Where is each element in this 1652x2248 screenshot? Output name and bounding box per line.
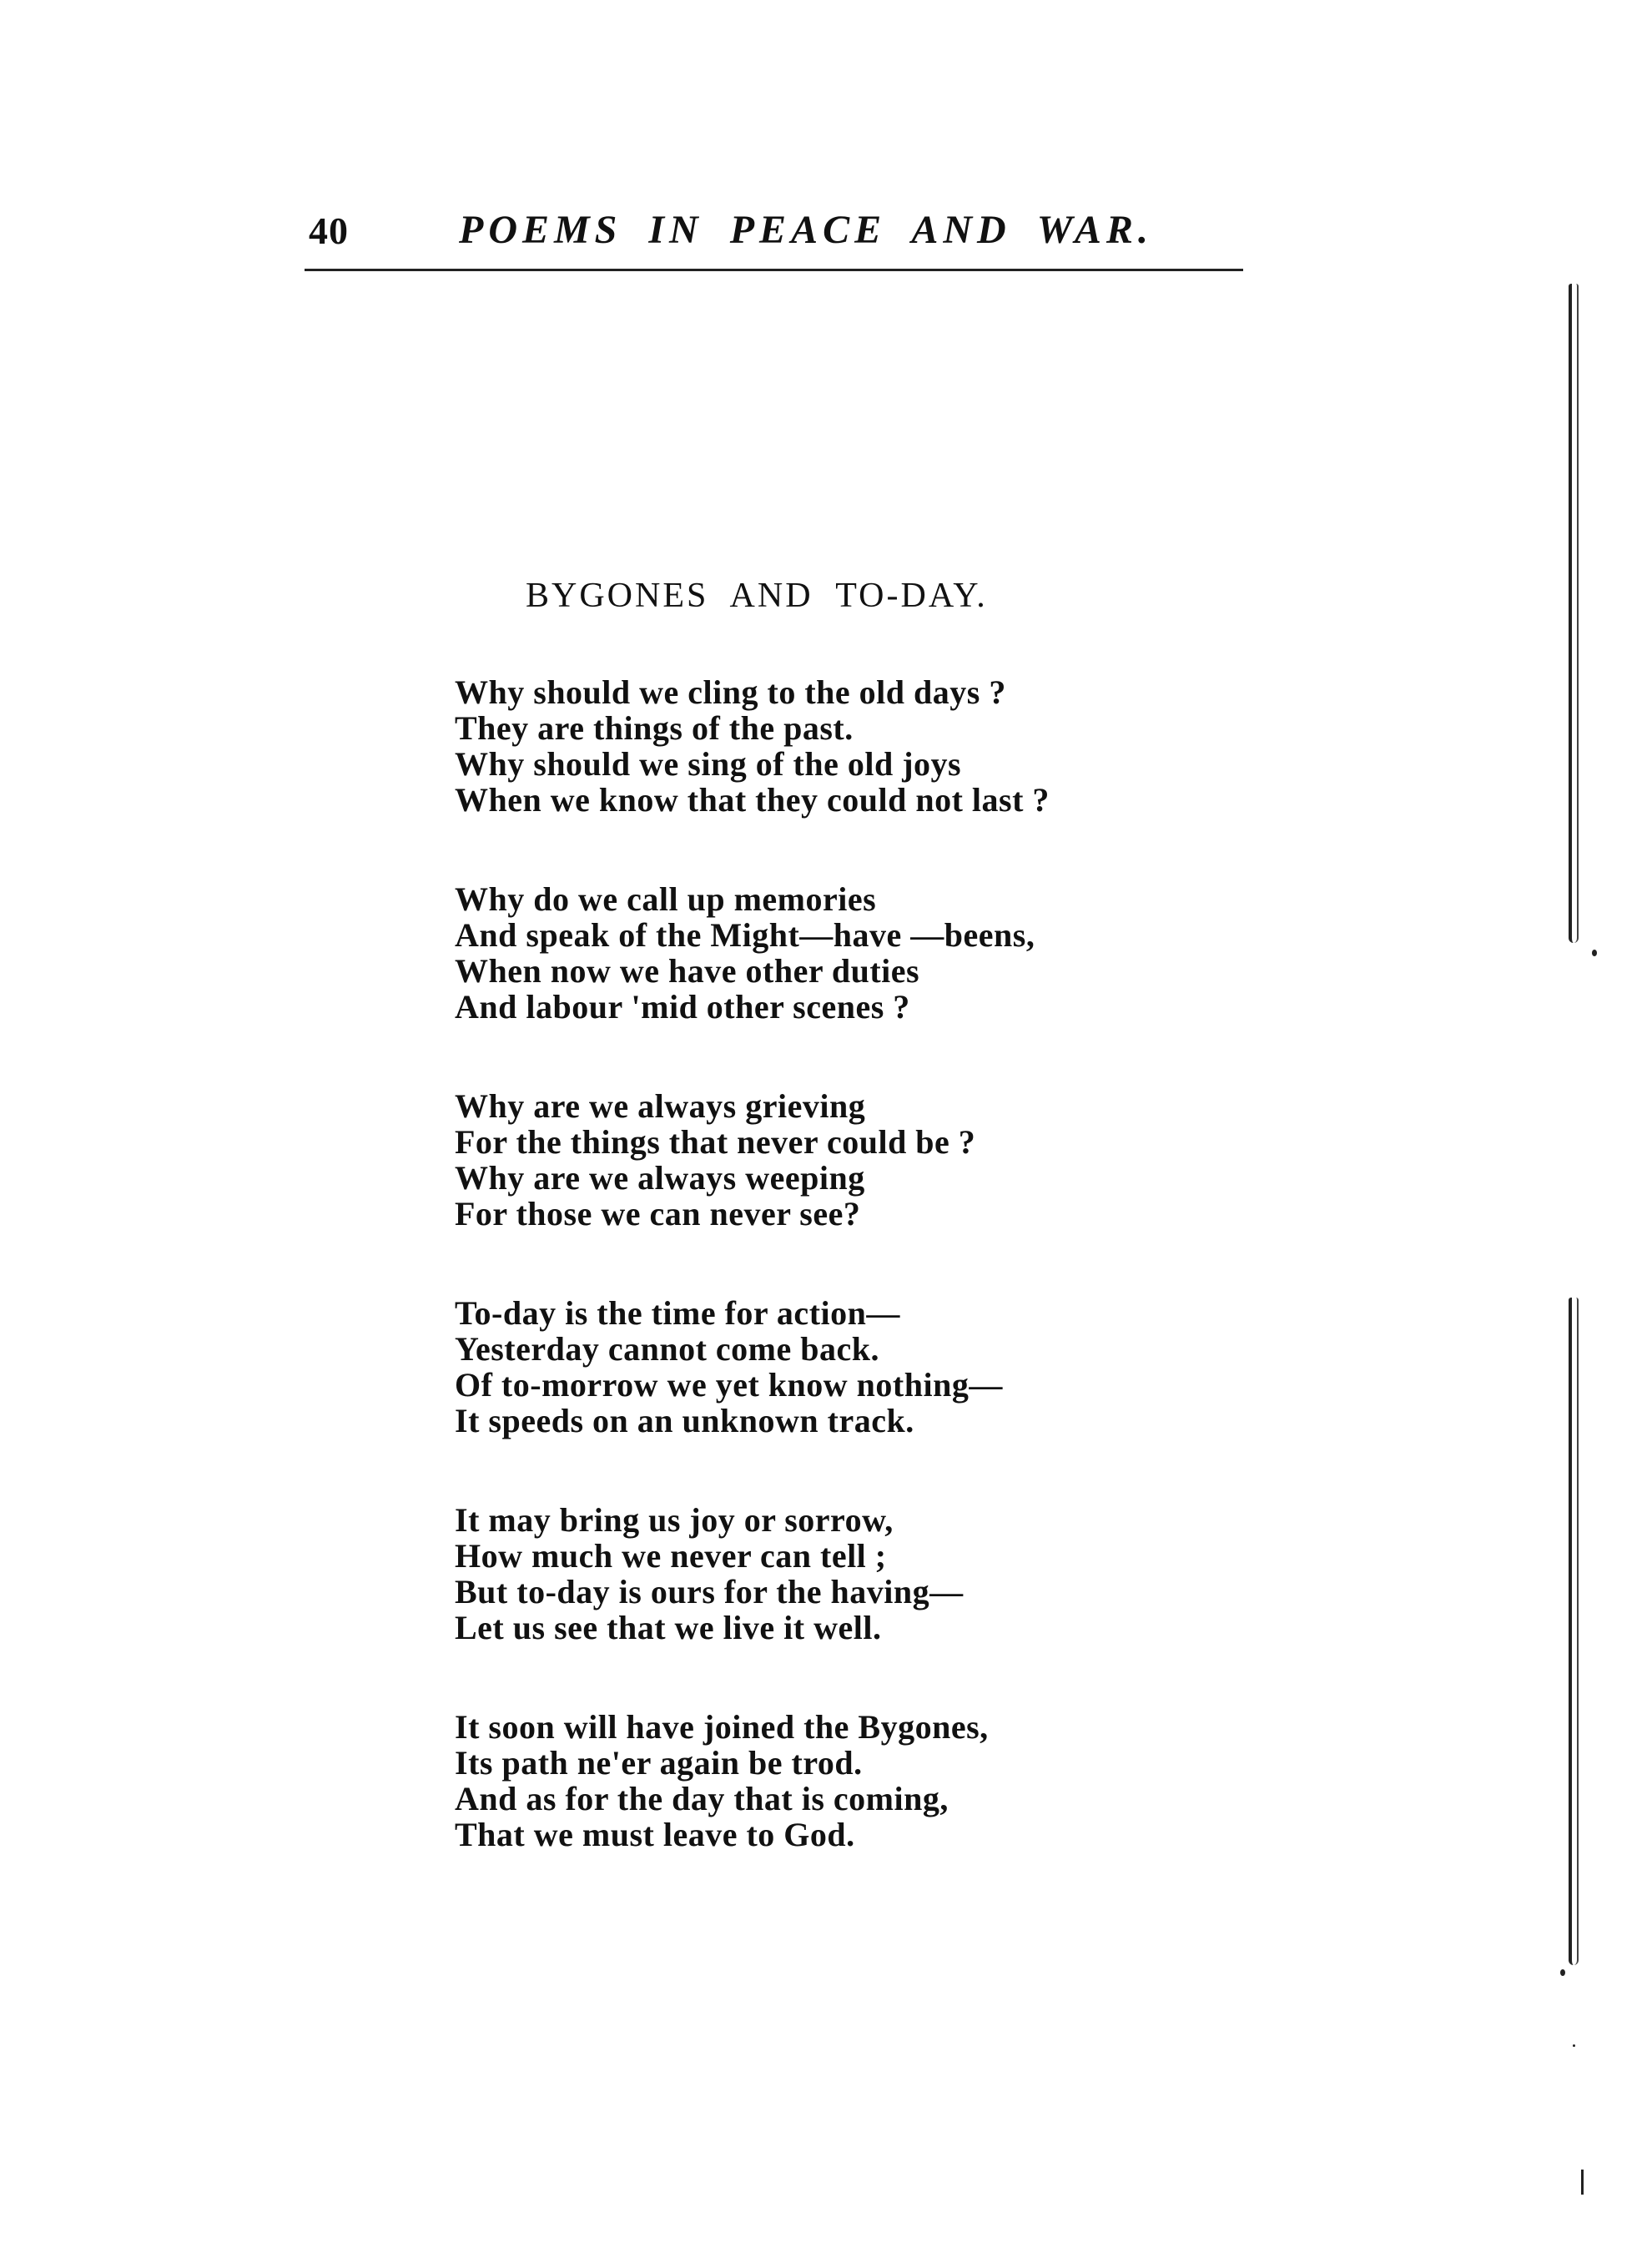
stanza <box>455 1709 1206 1852</box>
poem-line: Let us see that we live it well. <box>455 1609 882 1646</box>
poem-line: It may bring us joy or sorrow, <box>455 1501 894 1539</box>
poem-line: For the things that never could be ? <box>455 1123 976 1161</box>
poem-body <box>455 674 1206 1916</box>
stanza <box>455 1088 1206 1232</box>
poem-line: How much we never can tell ; <box>455 1537 887 1575</box>
poem-line: Why are we always weeping <box>455 1159 865 1197</box>
ink-speck <box>1573 2044 1575 2047</box>
poem-line: Why should we cling to the old days ? <box>455 673 1006 711</box>
poem-line: And speak of the Might—have —beens, <box>455 916 1035 954</box>
ink-tick <box>1581 2170 1584 2195</box>
stanza <box>455 881 1206 1025</box>
running-head <box>309 200 1243 267</box>
poem-line: To-day is the time for action— <box>455 1294 900 1332</box>
poem-line: For those we can never see? <box>455 1195 861 1232</box>
poem-line: Of to-morrow we yet know nothing— <box>455 1366 1003 1404</box>
poem-line: But to-day is ours for the having— <box>455 1573 964 1610</box>
poem-line: It speeds on an unknown track. <box>455 1402 914 1439</box>
poem-line: Why do we call up memories <box>455 880 877 918</box>
poem-line: When we know that they could not last ? <box>455 781 1050 819</box>
stanza <box>455 674 1206 818</box>
running-title: POEMS IN PEACE AND WAR. <box>459 208 1153 252</box>
page-number: 40 <box>309 209 349 252</box>
poem-line: Yesterday cannot come back. <box>455 1330 879 1368</box>
binding-edge-mark <box>1569 1298 1579 1965</box>
poem-line: That we must leave to God. <box>455 1816 855 1853</box>
poem-line: And labour 'mid other scenes ? <box>455 988 910 1026</box>
stanza <box>455 1502 1206 1646</box>
stanza <box>455 1295 1206 1439</box>
poem-line: And as for the day that is coming, <box>455 1780 949 1817</box>
poem-line: When now we have other duties <box>455 952 920 990</box>
poem-title: BYGONES AND TO-DAY. <box>526 577 988 615</box>
poem-line: It soon will have joined the Bygones, <box>455 1708 989 1746</box>
poem-line: Why are we always grieving <box>455 1087 866 1125</box>
ink-speck <box>1592 950 1597 956</box>
ink-speck <box>1560 1969 1565 1976</box>
header-rule <box>305 269 1243 271</box>
poem-line: Its path ne'er again be trod. <box>455 1744 863 1782</box>
binding-edge-mark <box>1569 284 1579 943</box>
poem-line: Why should we sing of the old joys <box>455 745 962 783</box>
poem-line: They are things of the past. <box>455 709 854 747</box>
